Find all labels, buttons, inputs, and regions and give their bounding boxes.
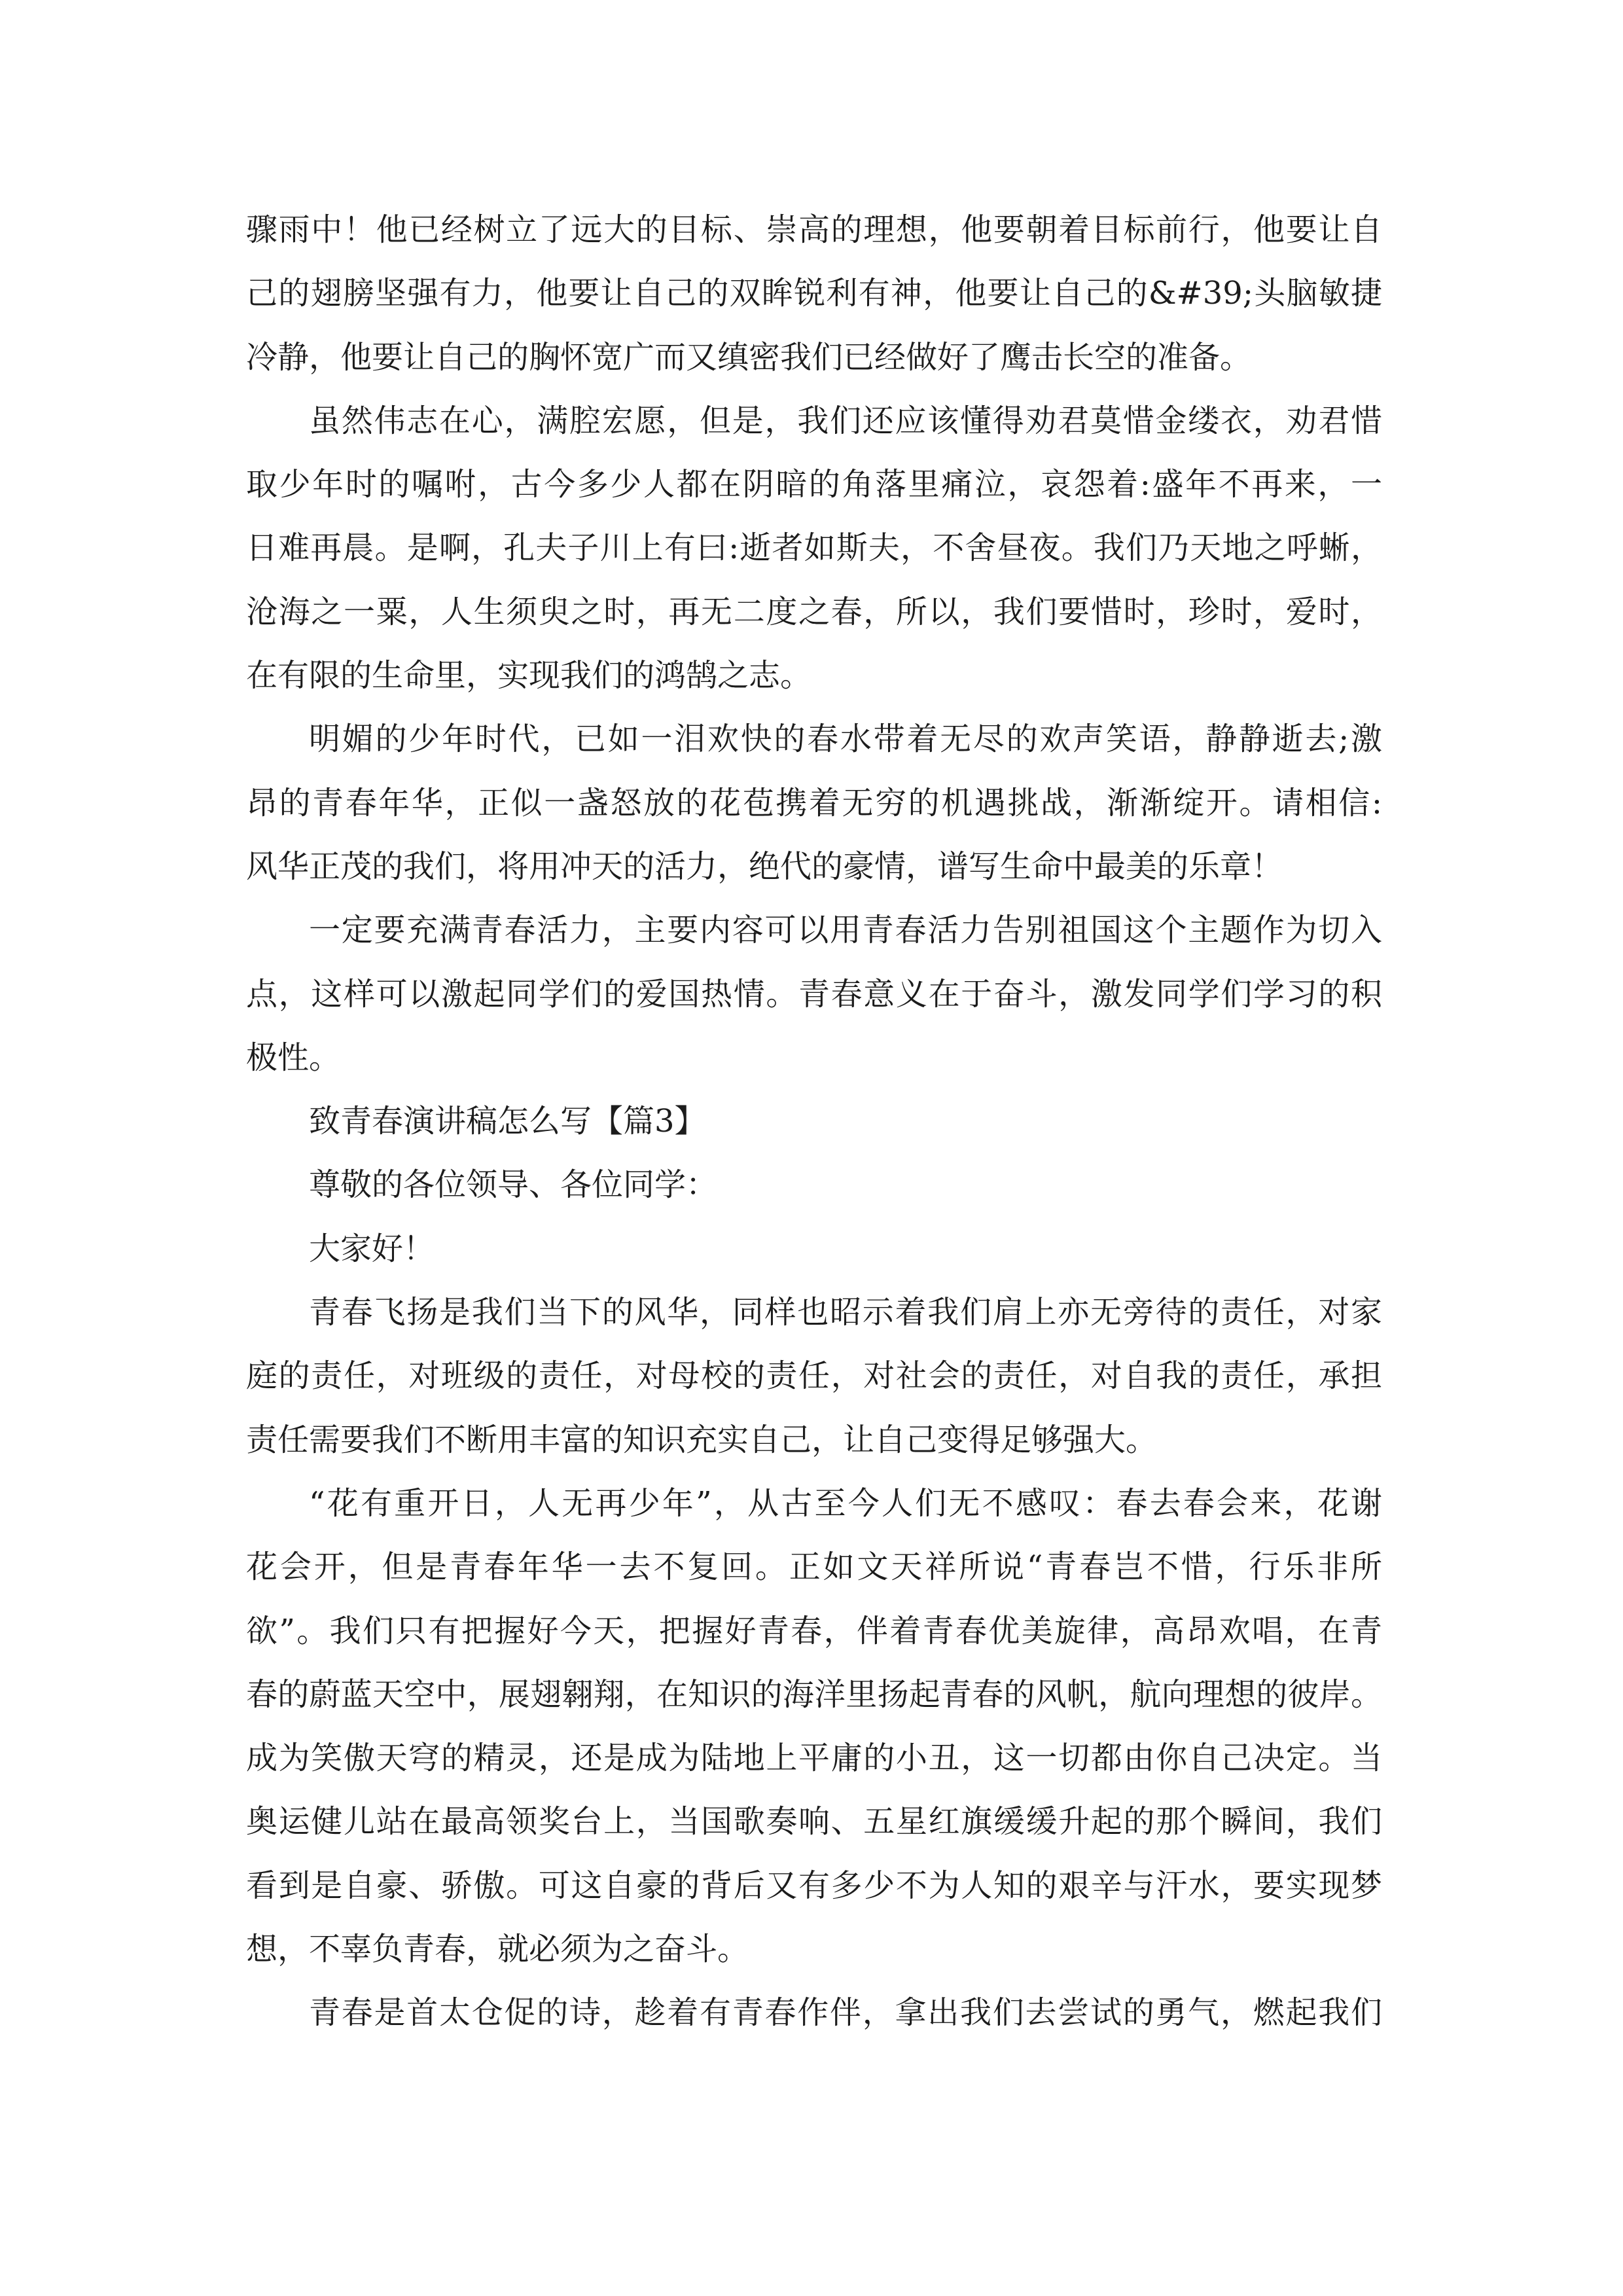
section-heading-text: 致青春演讲稿怎么写【篇3】	[309, 1103, 706, 1140]
text-line: 己的翅膀坚强有力，他要让自己的双眸锐利有神，他要让自己的&#39;头脑敏捷	[246, 275, 1382, 312]
paragraph	[246, 198, 1382, 389]
text-line: 取少年时的嘱咐，古今多少人都在阴暗的角落里痛泣，哀怨着:盛年不再来，一	[246, 466, 1382, 503]
text-line: 点，这样可以激起同学们的爱国热情。青春意义在于奋斗，激发同学们学习的积	[246, 975, 1382, 1013]
paragraph	[246, 1281, 1382, 1472]
text-line: 欲”。我们只有把握好今天，把握好青春，伴着青春优美旋律，高昂欢唱，在青	[246, 1612, 1382, 1649]
paragraph	[246, 389, 1382, 708]
greeting-text: 大家好！	[309, 1230, 435, 1267]
text-line: 庭的责任，对班级的责任，对母校的责任，对社会的责任，对自我的责任，承担	[246, 1357, 1382, 1395]
text-line: 花会开，但是青春年华一去不复回。正如文天祥所说“青春岂不惜，行乐非所	[246, 1549, 1382, 1586]
greeting	[246, 1217, 1382, 1281]
text-line: 青春飞扬是我们当下的风华，同样也昭示着我们肩上亦无旁待的责任，对家	[309, 1294, 1382, 1331]
text-line: 昂的青春年华，正似一盏怒放的花苞携着无穷的机遇挑战，渐渐绽开。请相信:	[246, 784, 1382, 821]
text-line: 春的蔚蓝天空中，展翅翱翔，在知识的海洋里扬起青春的风帆，航向理想的彼岸。	[246, 1676, 1382, 1713]
text-line: 冷静，他要让自己的胸怀宽广而又缜密我们已经做好了鹰击长空的准备。	[246, 338, 1252, 376]
text-line: 虽然伟志在心，满腔宏愿，但是，我们还应该懂得劝君莫惜金缕衣，劝君惜	[309, 402, 1382, 439]
paragraph	[246, 1472, 1382, 1981]
text-line: 成为笑傲天穹的精灵，还是成为陆地上平庸的小丑，这一切都由你自己决定。当	[246, 1740, 1382, 1777]
section-heading	[246, 1090, 1382, 1153]
text-line: “花有重开日，人无再少年”，从古至今人们无不感叹：春去春会来，花谢	[309, 1484, 1382, 1522]
text-line: 责任需要我们不断用丰富的知识充实自己，让自己变得足够强大。	[246, 1421, 1158, 1458]
salutation	[246, 1153, 1382, 1217]
text-line: 想，不辜负青春，就必须为之奋斗。	[246, 1931, 749, 1968]
text-line: 日难再晨。是啊，孔夫子川上有曰:逝者如斯夫，不舍昼夜。我们乃天地之呼蜥，	[246, 529, 1382, 567]
text-line: 极性。	[246, 1039, 341, 1076]
text-line: 奥运健儿站在最高领奖台上，当国歌奏响、五星红旗缓缓升起的那个瞬间，我们	[246, 1803, 1382, 1840]
text-line: 在有限的生命里，实现我们的鸿鹄之志。	[246, 657, 812, 694]
paragraph	[246, 899, 1382, 1090]
paragraph	[246, 1981, 1382, 2045]
text-line: 沧海之一粟，人生须臾之时，再无二度之春，所以，我们要惜时，珍时，爱时，	[246, 593, 1382, 630]
text-line: 一定要充满青春活力，主要内容可以用青春活力告别祖国这个主题作为切入	[309, 912, 1382, 949]
text-line: 青春是首太仓促的诗，趁着有青春作伴，拿出我们去尝试的勇气，燃起我们	[309, 1994, 1382, 2032]
document-page	[246, 198, 1382, 2045]
text-line: 明媚的少年时代，已如一泪欢快的春水带着无尽的欢声笑语，静静逝去;激	[309, 721, 1382, 758]
paragraph	[246, 708, 1382, 899]
text-line: 看到是自豪、骄傲。可这自豪的背后又有多少不为人知的艰辛与汗水，要实现梦	[246, 1867, 1382, 1904]
salutation-text: 尊敬的各位领导、各位同学：	[309, 1166, 718, 1204]
text-line: 骤雨中！他已经树立了远大的目标、崇高的理想，他要朝着目标前行，他要让自	[246, 211, 1382, 248]
text-line: 风华正茂的我们，将用冲天的活力，绝代的豪情，谱写生命中最美的乐章！	[246, 848, 1283, 885]
